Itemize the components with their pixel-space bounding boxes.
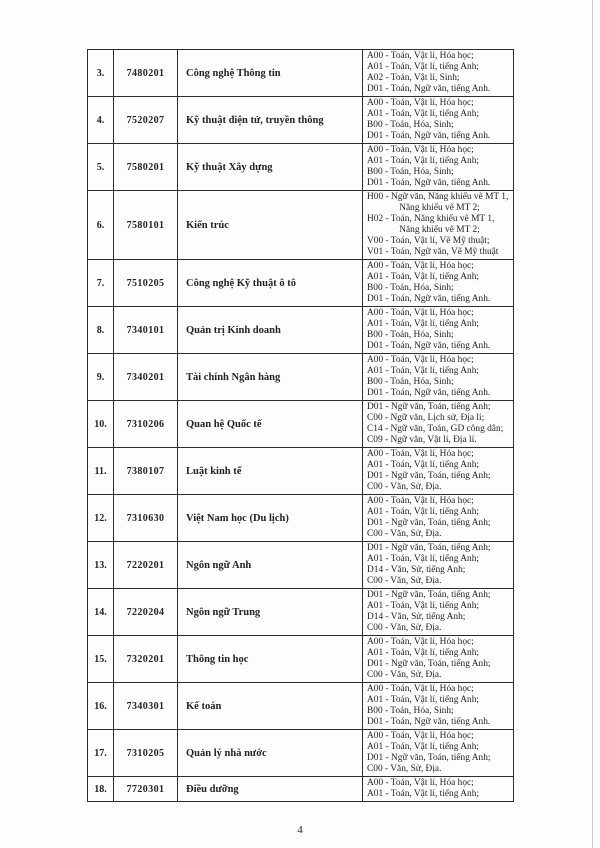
major-name: Công nghệ Kỹ thuật ô tô [178,260,363,307]
table-row [88,683,514,730]
row-number: 10. [88,401,114,448]
combo-line: A01 - Toán, Vật lí, tiếng Anh; [367,695,480,705]
combo-line: C09 - Ngữ văn, Vật lí, Địa lí. [367,435,477,445]
major-code: 7220204 [114,589,178,636]
row-number: 8. [88,307,114,354]
major-code: 7380107 [114,448,178,495]
major-name: Kế toán [178,683,363,730]
combo-line: A02 - Toán, Vật lí, Sinh; [367,73,460,83]
major-code: 7580101 [114,191,178,260]
combo-line: C00 - Văn, Sử, Địa. [367,670,442,680]
combo-line: C00 - Văn, Sử, Địa. [367,764,442,774]
subject-combinations [363,448,514,495]
major-name: Việt Nam học (Du lịch) [178,495,363,542]
combo-line: H00 - Ngữ văn, Năng khiếu vẽ MT 1, [367,192,509,202]
combo-line: D01 - Toán, Ngữ văn, tiếng Anh. [367,388,491,398]
subject-combinations [363,144,514,191]
combo-line: C00 - Văn, Sử, Địa. [367,482,442,492]
combo-line: C00 - Văn, Sử, Địa. [367,576,442,586]
major-code: 7520207 [114,97,178,144]
combo-line: D01 - Toán, Ngữ văn, tiếng Anh. [367,717,491,727]
combo-line: A00 - Toán, Vật lí, Hóa học; [367,684,474,694]
subject-combinations [363,542,514,589]
combo-line: D01 - Ngữ văn, Toán, tiếng Anh; [367,518,491,528]
row-number: 11. [88,448,114,495]
major-code: 7480201 [114,50,178,97]
combo-line: B00 - Toán, Hóa, Sinh; [367,120,454,130]
combo-line: A01 - Toán, Vật lí, tiếng Anh; [367,156,480,166]
combo-line: D01 - Ngữ văn, Toán, tiếng Anh; [367,543,491,553]
major-name: Luật kinh tế [178,448,363,495]
scan-edge-line [592,0,593,848]
major-name: Kiến trúc [178,191,363,260]
table-row [88,50,514,97]
combo-line: A00 - Toán, Vật lí, Hóa học; [367,261,474,271]
row-number: 5. [88,144,114,191]
combo-line: A01 - Toán, Vật lí, tiếng Anh; [367,507,480,517]
subject-combinations [363,589,514,636]
combo-line: A01 - Toán, Vật lí, tiếng Anh; [367,62,480,72]
combo-line: C00 - Ngữ văn, Lịch sử, Địa lí; [367,413,485,423]
table-row [88,730,514,777]
row-number: 6. [88,191,114,260]
combo-line: D14 - Văn, Sử, tiếng Anh; [367,612,466,622]
majors-table [87,49,514,802]
row-number: 3. [88,50,114,97]
major-name: Ngôn ngữ Trung [178,589,363,636]
combo-line: V00 - Toán, Vật lí, Vẽ Mỹ thuật; [367,236,490,246]
combo-line: D01 - Ngữ văn, Toán, tiếng Anh; [367,402,491,412]
combo-line: A01 - Toán, Vật lí, tiếng Anh; [367,366,480,376]
row-number: 15. [88,636,114,683]
major-code: 7580201 [114,144,178,191]
combo-line: A01 - Toán, Vật lí, tiếng Anh; [367,319,480,329]
row-number: 9. [88,354,114,401]
subject-combinations [363,191,514,260]
combo-line: H02 - Toán, Năng khiếu vẽ MT 1, [367,214,495,224]
table-row [88,97,514,144]
combo-line: A00 - Toán, Vật lí, Hóa học; [367,449,474,459]
row-number: 12. [88,495,114,542]
major-code: 7720301 [114,777,178,802]
combo-line: D01 - Toán, Ngữ văn, tiếng Anh. [367,131,491,141]
combo-line: A01 - Toán, Vật lí, tiếng Anh; [367,648,480,658]
subject-combinations [363,777,514,802]
table-row [88,777,514,802]
major-code: 7310206 [114,401,178,448]
major-code: 7220201 [114,542,178,589]
combo-line: A00 - Toán, Vật lí, Hóa học; [367,731,474,741]
combo-line: Năng khiếu vẽ MT 2; [399,225,480,235]
table-row [88,191,514,260]
table-row [88,448,514,495]
table-row [88,307,514,354]
subject-combinations [363,260,514,307]
combo-line: A01 - Toán, Vật lí, tiếng Anh; [367,109,480,119]
combo-line: D01 - Ngữ văn, Toán, tiếng Anh; [367,659,491,669]
combo-line: C00 - Văn, Sử, Địa. [367,529,442,539]
major-name: Quản trị Kinh doanh [178,307,363,354]
combo-line: B00 - Toán, Hóa, Sinh; [367,283,454,293]
combo-line: D01 - Ngữ văn, Toán, tiếng Anh; [367,590,491,600]
row-number: 14. [88,589,114,636]
row-number: 4. [88,97,114,144]
row-number: 18. [88,777,114,802]
major-name: Kỹ thuật Xây dựng [178,144,363,191]
combo-line: D01 - Ngữ văn, Toán, tiếng Anh; [367,471,491,481]
table-row [88,260,514,307]
table-row [88,636,514,683]
combo-line: A00 - Toán, Vật lí, Hóa học; [367,51,474,61]
combo-line: A00 - Toán, Vật lí, Hóa học; [367,637,474,647]
combo-line: A00 - Toán, Vật lí, Hóa học; [367,496,474,506]
subject-combinations [363,354,514,401]
combo-line: B00 - Toán, Hóa, Sinh; [367,706,454,716]
row-number: 17. [88,730,114,777]
major-name: Thông tin học [178,636,363,683]
major-code: 7320201 [114,636,178,683]
combo-line: D14 - Văn, Sử, tiếng Anh; [367,565,466,575]
subject-combinations [363,683,514,730]
combo-line: D01 - Ngữ văn, Toán, tiếng Anh; [367,753,491,763]
combo-line: A01 - Toán, Vật lí, tiếng Anh; [367,460,480,470]
subject-combinations [363,97,514,144]
combo-line: A01 - Toán, Vật lí, tiếng Anh; [367,789,480,799]
table-row [88,401,514,448]
combo-line: Năng khiếu vẽ MT 2; [399,203,480,213]
major-name: Điều dưỡng [178,777,363,802]
row-number: 13. [88,542,114,589]
major-name: Quản lý nhà nước [178,730,363,777]
combo-line: C00 - Văn, Sử, Địa. [367,623,442,633]
major-name: Ngôn ngữ Anh [178,542,363,589]
combo-line: B00 - Toán, Hóa, Sinh; [367,330,454,340]
combo-line: A01 - Toán, Vật lí, tiếng Anh; [367,272,480,282]
major-code: 7340101 [114,307,178,354]
combo-line: A00 - Toán, Vật lí, Hóa học; [367,145,474,155]
major-code: 7340301 [114,683,178,730]
combo-line: A01 - Toán, Vật lí, tiếng Anh; [367,601,480,611]
combo-line: B00 - Toán, Hóa, Sinh; [367,167,454,177]
page-number: 4 [297,824,303,836]
combo-line: A01 - Toán, Vật lí, tiếng Anh; [367,554,480,564]
combo-line: D01 - Toán, Ngữ văn, tiếng Anh. [367,341,491,351]
major-name: Công nghệ Thông tin [178,50,363,97]
major-name: Tài chính Ngân hàng [178,354,363,401]
combo-line: C14 - Ngữ văn, Toán, GD công dân; [367,424,504,434]
subject-combinations [363,307,514,354]
combo-line: A00 - Toán, Vật lí, Hóa học; [367,355,474,365]
majors-table-body [88,50,514,802]
combo-line: D01 - Toán, Ngữ văn, tiếng Anh. [367,84,491,94]
major-name: Quan hệ Quốc tế [178,401,363,448]
table-row [88,495,514,542]
table-row [88,354,514,401]
combo-line: V01 - Toán, Ngữ văn, Vẽ Mỹ thuật [367,247,499,257]
combo-line: A00 - Toán, Vật lí, Hóa học; [367,98,474,108]
subject-combinations [363,495,514,542]
subject-combinations [363,50,514,97]
row-number: 7. [88,260,114,307]
combo-line: D01 - Toán, Ngữ văn, tiếng Anh. [367,178,491,188]
major-code: 7340201 [114,354,178,401]
combo-line: A01 - Toán, Vật lí, tiếng Anh; [367,742,480,752]
major-code: 7310630 [114,495,178,542]
major-code: 7510205 [114,260,178,307]
subject-combinations [363,401,514,448]
combo-line: A00 - Toán, Vật lí, Hóa học; [367,778,474,788]
combo-line: D01 - Toán, Ngữ văn, tiếng Anh. [367,294,491,304]
major-name: Kỹ thuật điện tử, truyền thông [178,97,363,144]
subject-combinations [363,730,514,777]
table-row [88,589,514,636]
table-row [88,144,514,191]
row-number: 16. [88,683,114,730]
major-code: 7310205 [114,730,178,777]
combo-line: B00 - Toán, Hóa, Sinh; [367,377,454,387]
table-row [88,542,514,589]
subject-combinations [363,636,514,683]
combo-line: A00 - Toán, Vật lí, Hóa học; [367,308,474,318]
